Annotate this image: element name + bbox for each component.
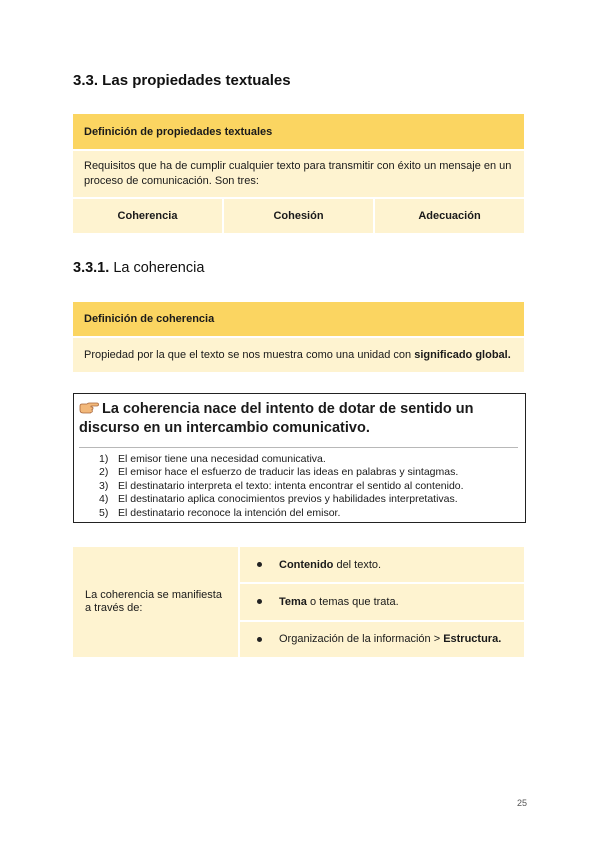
subsection-number: 3.3.1. [73,260,110,276]
subsection-title [73,260,204,276]
properties-definition-header: Definición de propiedades textuales [73,114,524,149]
pointing-hand-icon [79,401,99,413]
list-item: 4) El destinatario aplica conocimientos previos y habilidades interpretativas. [99,493,458,506]
list-item: 1) El emisor tiene una necesidad comunicativa. [99,453,326,465]
bullet-icon [257,562,262,567]
callout-divider [79,447,518,448]
list-item: 2) El emisor hace el esfuerzo de traducir las ideas en palabras y sintagmas. [99,466,459,479]
callout-title-text: La coherencia nace del intento de dotar de sentido un discurso en un intercambio comunicativo. [79,401,474,436]
manifestation-item-contenido: Contenido del texto. [240,547,524,582]
bullet-icon [257,599,262,604]
subsection-name: La coherencia [113,260,205,276]
manifestation-items [240,547,524,657]
coherence-definition-header: Definición de coherencia [73,302,524,336]
section-title: 3.3. Las propiedades textuales [73,72,291,89]
property-coherencia: Coherencia [73,199,222,233]
callout-title [79,400,518,438]
manifestation-item-estructura: Organización de la información > Estructura. [240,622,524,657]
coherence-definition-text: Propiedad por la que el texto se nos muestra como una unidad con [84,348,415,361]
bullet-icon [257,637,262,642]
properties-definition-body: Requisitos que ha de cumplir cualquier texto para transmitir con éxito un mensaje en un proceso de comunicación. Son tres: [73,151,524,197]
coherence-definition-body [73,338,524,372]
manifestation-item-tema: Tema o temas que trata. [240,584,524,619]
page-number: 25 [516,798,527,808]
list-item: 3) El destinatario interpreta el texto: intenta encontrar el sentido al contenido. [99,479,464,492]
manifestation-table [73,547,524,657]
properties-definition-table [73,114,524,233]
callout-steps-list [79,453,518,520]
manifestation-label: La coherencia se manifiesta a través de: [73,547,238,657]
coherence-callout-box [73,393,526,523]
property-cohesion: Cohesión [224,199,373,233]
coherence-definition-table [73,302,524,372]
list-item: 5) El destinatario reconoce la intención del emisor. [99,506,341,519]
coherence-definition-bold: significado global. [414,348,511,361]
property-adecuacion: Adecuación [375,199,524,233]
properties-row [73,199,524,233]
